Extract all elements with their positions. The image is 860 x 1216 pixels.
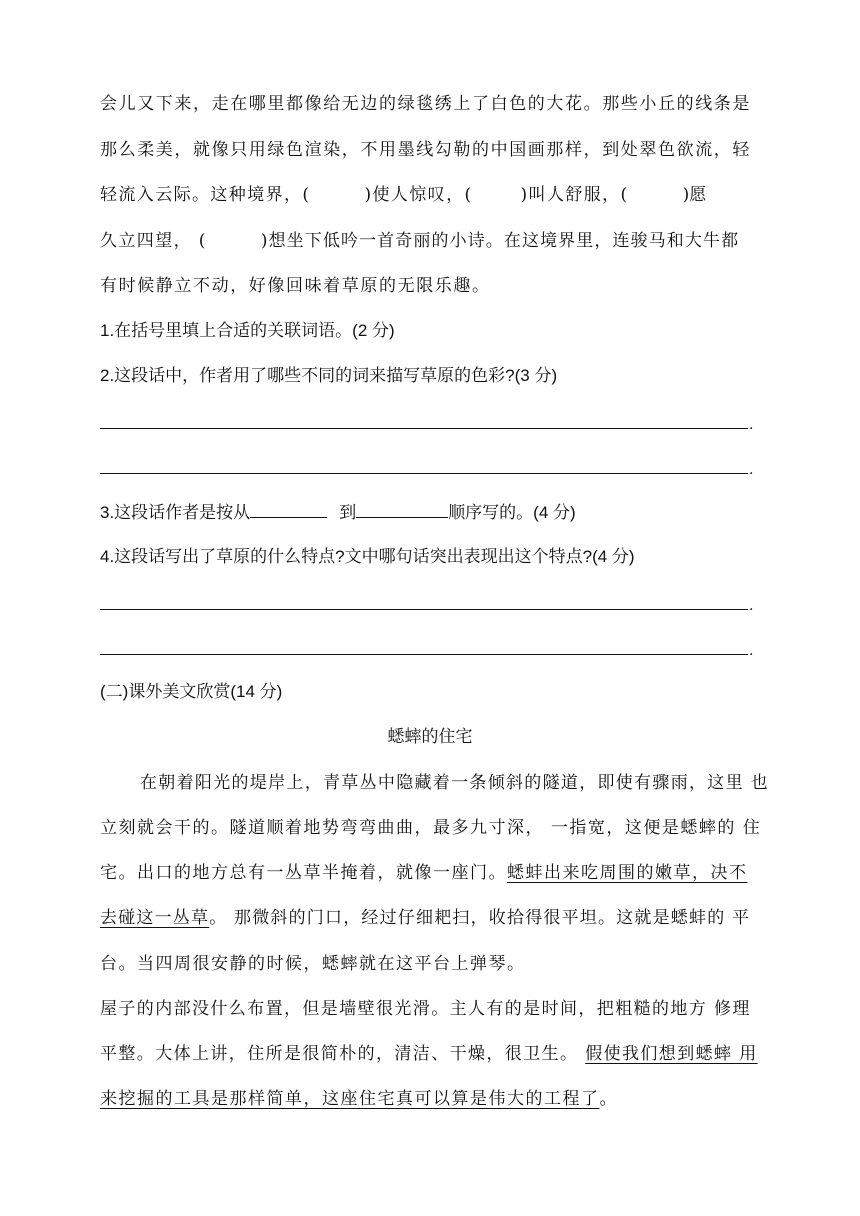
question-text: 顺序写的。(4 分) <box>448 503 576 522</box>
article-line-2: 立刻就会干的。隧道顺着地势弯弯曲曲，最多九寸深， 一指宽，这便是蟋蟀的 住 <box>100 818 762 838</box>
passage-text: )叫人舒服，( <box>520 185 629 205</box>
article-line-4 <box>100 906 760 930</box>
article-line-6: 屋子的内部没什么布置，但是墙壁很光滑。主人有的是时间，把粗糙的地方 修理 <box>100 999 751 1019</box>
question-2: 2.这段话中，作者用了哪些不同的词来描写草原的色彩?(3 分) <box>100 366 558 385</box>
section-heading: (二)课外美文欣赏(14 分) <box>100 682 283 701</box>
question-text: 3.这段话作者是按从 <box>100 503 251 522</box>
article-line-7 <box>100 1042 760 1066</box>
article-title: 蟋蟀的住宅 <box>387 727 473 747</box>
article-text: 宅。出口的地方总有一丛草半掩着，就像一座门。 <box>100 863 507 883</box>
underlined-sentence: 蟋蚌出来吃周围的嫩草，决不 <box>507 863 748 883</box>
answer-line[interactable] <box>100 428 748 429</box>
article-text: 。 那微斜的门口，经过仔细耙扫，收拾得很平坦。这就是蟋蚌的 平 <box>209 908 751 928</box>
line-end-dot: . <box>749 462 754 478</box>
answer-line[interactable] <box>100 654 748 655</box>
underlined-sentence: 去碰这一丛草 <box>100 908 210 928</box>
question-text: 到 <box>339 503 357 522</box>
passage-line-3 <box>100 183 760 207</box>
passage-line-2: 那么柔美，就像只用绿色渲染，不用墨线勾勒的中国画那样，到处翠色欲流，轻 <box>100 140 751 160</box>
answer-line[interactable] <box>100 473 748 474</box>
fill-in-blank-to[interactable] <box>356 499 448 518</box>
article-line-8 <box>100 1087 760 1111</box>
passage-line-5: 有时候静立不动，好像回味着草原的无限乐趣。 <box>100 276 491 296</box>
passage-text: 轻流入云际。这种境界，( <box>100 185 311 205</box>
underlined-sentence: 来挖掘的工具是那样简单，这座住宅真可以算是伟大的工程了 <box>100 1089 600 1109</box>
fill-in-blank-from[interactable] <box>250 499 327 518</box>
article-text: 。 <box>599 1089 618 1109</box>
passage-text: )愿 <box>682 185 707 205</box>
passage-line-1 <box>100 92 760 116</box>
question-4: 4.这段话写出了草原的什么特点?文中哪句话突出表现出这个特点?(4 分) <box>100 547 635 566</box>
article-line-3 <box>100 861 760 885</box>
line-end-dot: . <box>749 598 754 614</box>
article-line-1: 在朝着阳光的堤岸上，青草丛中隐藏着一条倾斜的隧道，即使有骤雨，这里 也 <box>140 773 769 793</box>
article-text: 平整。大体上讲，住所是很简朴的，清洁、干燥，很卫生。 <box>100 1044 586 1064</box>
article-line-5: 台。当四周很安静的时候，蟋蟀就在这平台上弹琴。 <box>100 954 526 974</box>
passage-text: )使人惊叹，( <box>364 185 473 205</box>
passage-text: )想坐下低吟一首奇丽的小诗。在这境界里，连骏马和大牛都 <box>260 231 740 251</box>
question-3 <box>100 499 760 525</box>
answer-line[interactable] <box>100 609 748 610</box>
underlined-sentence: 假使我们想到蟋蟀 用 <box>585 1044 758 1064</box>
line-end-dot: . <box>749 417 754 433</box>
passage-text: 久立四望， ( <box>100 231 207 251</box>
passage-text: 会儿又下来，走在哪里都像给无边的绿毯绣上了白色的大花。那些小丘的线条是 <box>100 94 751 114</box>
question-1: 1.在括号里填上合适的关联词语。(2 分) <box>100 321 395 340</box>
line-end-dot: . <box>749 643 754 659</box>
passage-line-4 <box>100 229 760 253</box>
